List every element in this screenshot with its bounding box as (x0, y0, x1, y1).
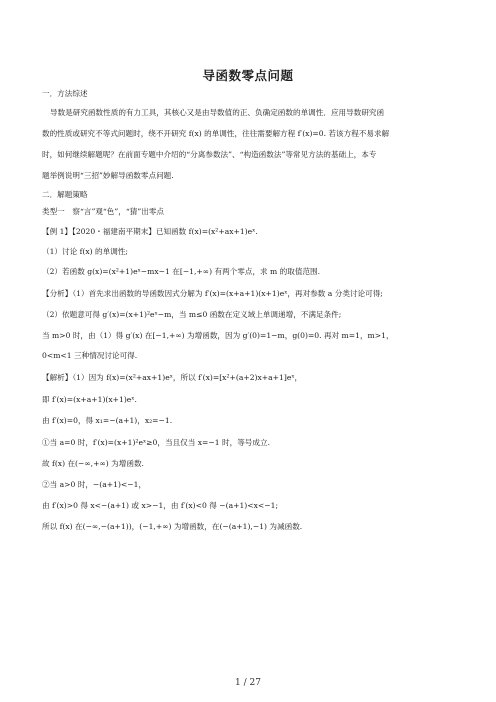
solution-line: ②当 a>0 时，−(a+1)<−1， (42, 480, 147, 489)
example-question-1: （1）讨论 f(x) 的单调性; (42, 247, 128, 256)
page-title: 导函数零点问题 (202, 68, 294, 83)
analysis-line: 0<m<1 三种情况讨论可得. (42, 351, 138, 360)
analysis-line: 【分析】（1）首先求出函数的导函数因式分解为 f′(x)=(x+a+1)(x+1)eˣ，再对参数 a 分类讨论可得; (42, 289, 383, 298)
analysis-line: （2）依题意可得 g′(x)=(x+1)²eˣ−m，当 m≤0 函数在定义域上单调递增，不满足条件; (42, 310, 342, 319)
paragraph-line: 导数是研究函数性质的有力工具，其核心又是由导数值的正、负确定函数的单调性．应用导数研究函 (50, 108, 385, 117)
solution-line: 故 f(x) 在(−∞,+∞) 为增函数. (42, 459, 144, 468)
solution-line: 由 f′(x)>0 得 x<−(a+1) 或 x>−1，由 f′(x)<0 得 −(a+1)<x<−1; (42, 501, 279, 510)
solution-line: 【解析】（1）因为 f(x)=(x²+ax+1)eˣ，所以 f′(x)=[x²+(a+2)x+a+1]eˣ， (42, 373, 303, 382)
paragraph-line: 数的性质或研究不等式问题时，绕不开研究 f(x) 的单调性，往往需要解方程 f′(x)=0. 若该方程不易求解 (42, 129, 390, 138)
type-heading: 类型一 察“言”观“色”，“猜”出零点 (42, 207, 165, 216)
solution-line: 即 f′(x)=(x+a+1)(x+1)eˣ. (42, 395, 137, 404)
example-question-2: （2）若函数 g(x)=(x²+1)eˣ−mx−1 在[−1,+∞) 有两个零点，求 m 的取值范围. (42, 267, 321, 276)
paragraph-line: 时，如何继续解题呢？在前面专题中介绍的“分离参数法”、“构造函数法”等常见方法的基础上，本专 (42, 150, 377, 159)
solution-line: ①当 a=0 时，f′(x)=(x+1)²eˣ≥0，当且仅当 x=−1 时，等号成立. (42, 438, 270, 447)
analysis-line: 当 m>0 时，由（1）得 g′(x) 在[−1,+∞) 为增函数，因为 g′(0)=1−m，g(0)=0. 再对 m=1，m>1， (42, 331, 394, 340)
example-statement: 【例 1】【2020・福建南平期末】已知函数 f(x)=(x²+ax+1)eˣ. (42, 227, 258, 236)
section-heading-method: 一．方法综述 (42, 89, 88, 98)
page-indicator: 1 / 27 (235, 678, 261, 688)
solution-line: 所以 f(x) 在(−∞,−(a+1))，(−1,+∞) 为增函数，在(−(a+1),−1) 为减函数. (42, 522, 303, 531)
solution-line: 由 f′(x)=0，得 x₁=−(a+1)，x₂=−1. (42, 416, 173, 425)
section-heading-strategy: 二．解题策略 (42, 190, 88, 199)
paragraph-line: 题举例说明“三招”妙解导函数零点问题. (42, 171, 174, 180)
